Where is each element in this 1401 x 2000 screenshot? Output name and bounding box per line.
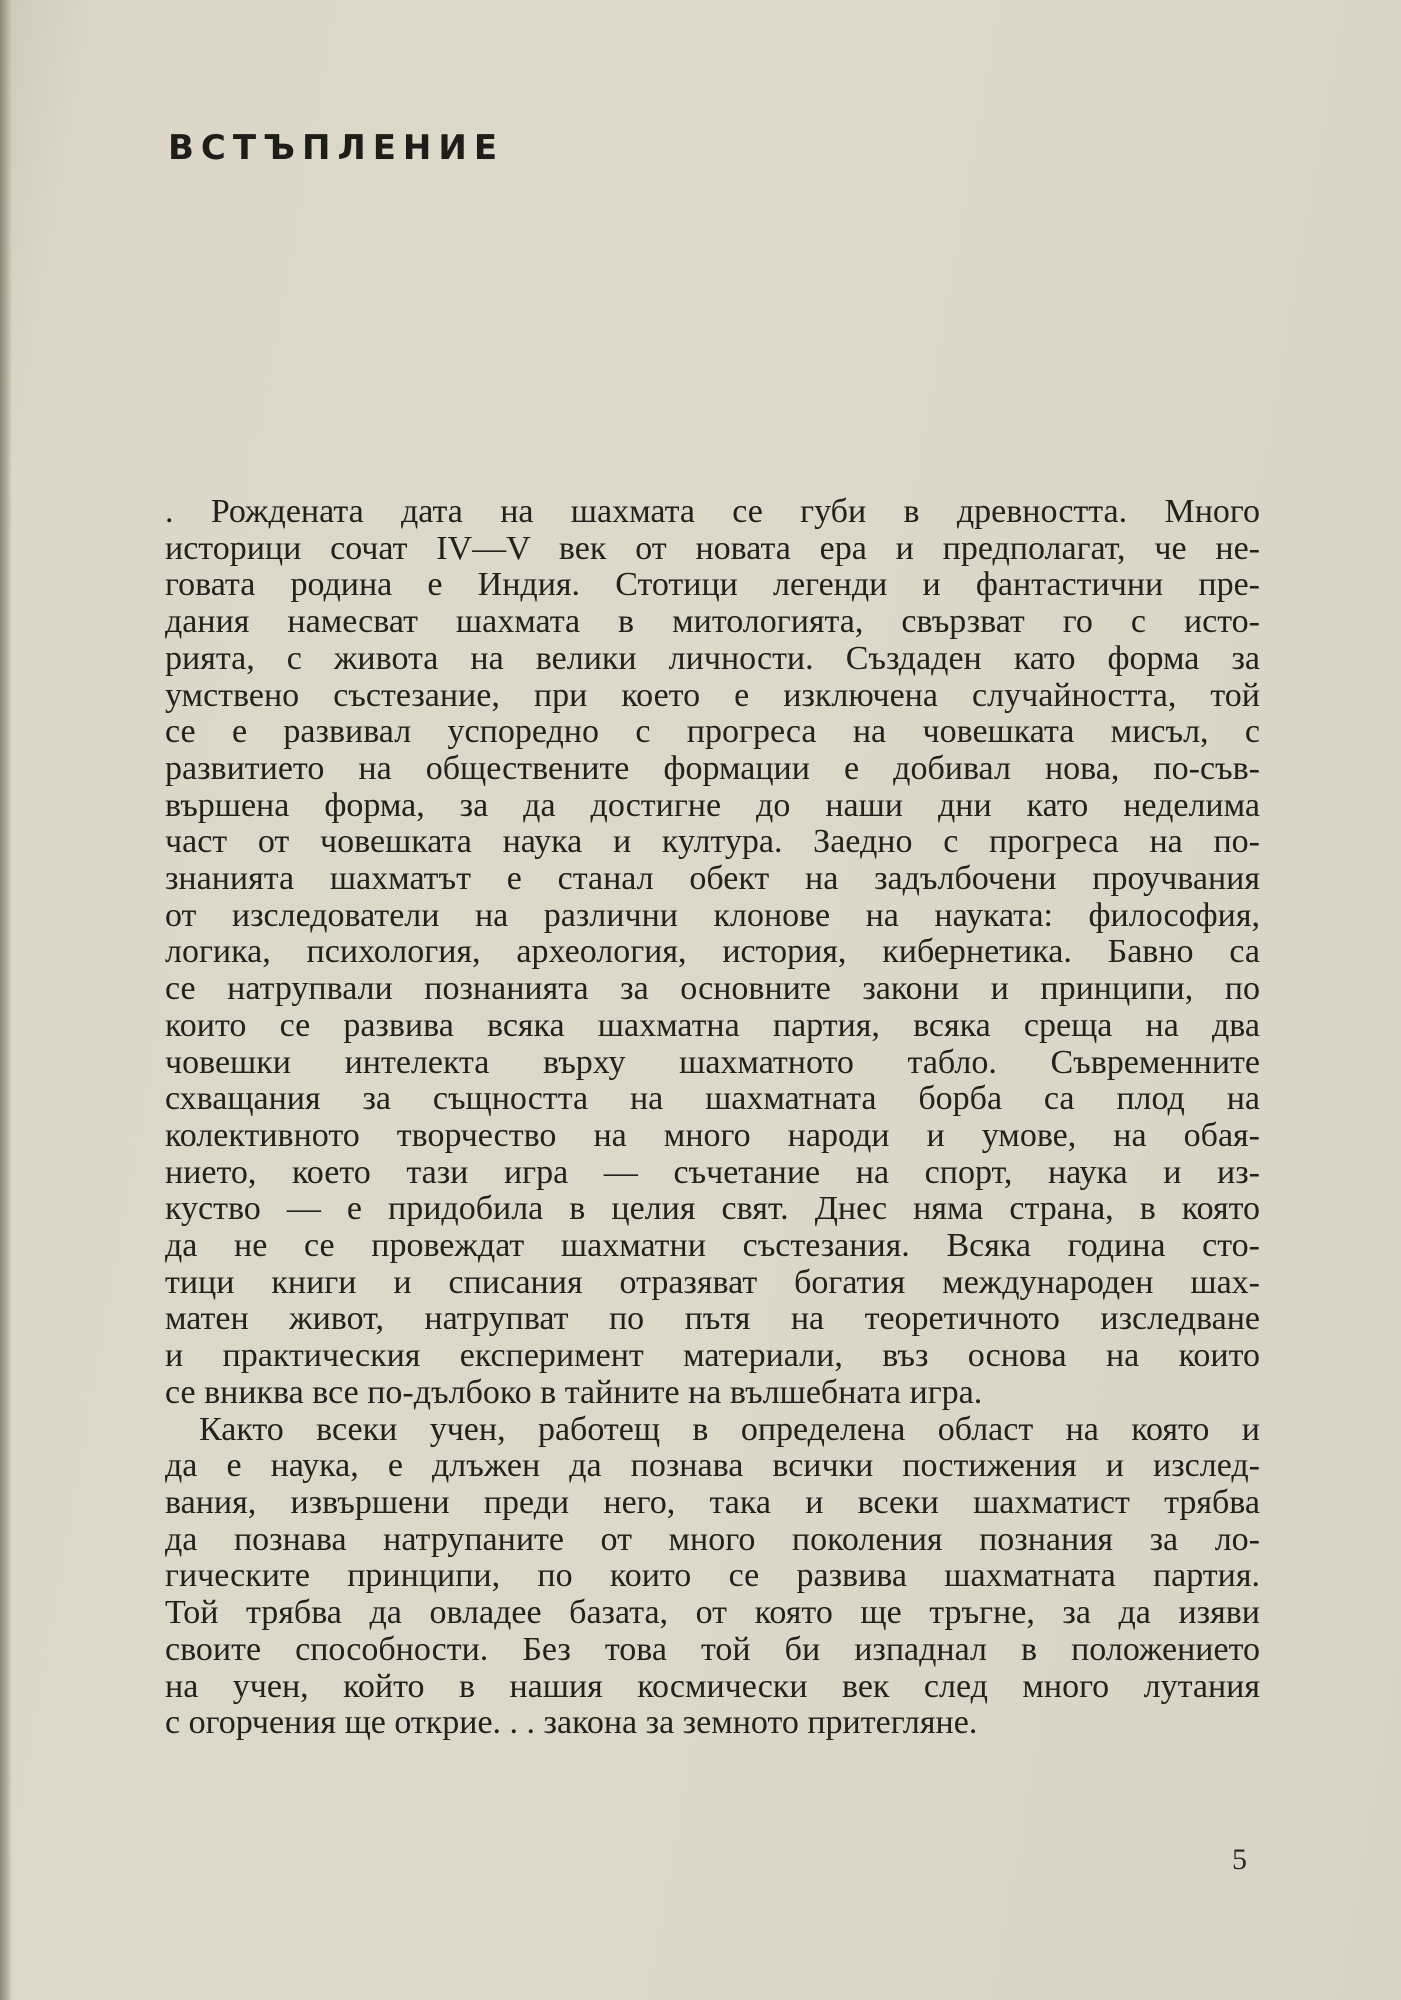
page-number: 5 [1232, 1843, 1247, 1876]
paragraph-1 [165, 494, 1260, 1412]
text-line: тици книги и списания отразяват богатия международен шах- [165, 1263, 1260, 1301]
text-line: куство — е придобила в целия свят. Днес няма страна, в която [165, 1190, 1260, 1228]
text-line: се вниква все по-дълбоко в тайните на вълшебната игра. [165, 1373, 983, 1411]
paragraph-2 [165, 1412, 1260, 1742]
text-line: Той трябва да овладее базата, от която ще тръгне, за да изяви [165, 1594, 1260, 1632]
text-line: вършена форма, за да достигне до наши дни като неделима [165, 786, 1260, 824]
text-line: вания, извършени преди него, така и всеки шахматист трябва [165, 1483, 1260, 1521]
text-line: от изследователи на различни клонове на науката: философия, [165, 896, 1260, 934]
text-line: логика, психология, археология, история, кибернетика. Бавно са [165, 933, 1260, 971]
text-line: на учен, който в нашия космически век след много лутания [165, 1667, 1260, 1705]
chapter-heading: ВСТЪПЛЕНИЕ [168, 128, 505, 168]
text-line: се натрупвали познанията за основните закони и принципи, по [165, 970, 1260, 1008]
body-text [165, 494, 1260, 1742]
text-line: част от човешката наука и култура. Заедно с прогреса на по- [165, 823, 1260, 861]
text-line: и практическия експеримент материали, въз основа на които [165, 1337, 1260, 1375]
text-line: колективното творчество на много народи и умове, на обая- [165, 1116, 1260, 1154]
text-line: да не се провеждат шахматни състезания. Всяка година сто- [165, 1227, 1260, 1265]
text-line: човешки интелекта върху шахматното табло. Съвременните [165, 1043, 1260, 1081]
text-line: с огорчения ще открие. . . закона за земното притегляне. [165, 1704, 978, 1742]
text-line: се е развивал успоредно с прогреса на човешката мисъл, с [165, 713, 1260, 751]
text-line: да е наука, е длъжен да познава всички постижения и изслед- [165, 1447, 1260, 1485]
text-line: матен живот, натрупват по пътя на теоретичното изследване [165, 1300, 1260, 1338]
text-line: развитието на обществените формации е добивал нова, по-съв- [165, 749, 1260, 787]
text-line: говата родина е Индия. Стотици легенди и фантастични пре- [165, 566, 1260, 604]
text-line: гическите принципи, по които се развива шахматната партия. [165, 1557, 1260, 1595]
text-line: . Рождената дата на шахмата се губи в древността. Много [165, 493, 1260, 530]
text-line: нието, което тази игра — съчетание на спорт, наука и из- [165, 1153, 1260, 1191]
text-line: своите способности. Без това той би изпаднал в положението [165, 1630, 1260, 1668]
text-line: схващания за същността на шахматната борба са плод на [165, 1080, 1260, 1118]
text-line: които се развива всяка шахматна партия, всяка среща на два [165, 1006, 1260, 1044]
text-line: Както всеки учен, работещ в определена област на която и [199, 1410, 1260, 1448]
text-line: рията, с живота на велики личности. Създаден като форма за [165, 639, 1260, 677]
binding-edge [0, 0, 12, 2000]
text-line: историци сочат IV—V век от новата ера и предполагат, че не- [165, 529, 1260, 567]
text-line: да познава натрупаните от много поколения познания за ло- [165, 1520, 1260, 1558]
text-line: умствено състезание, при което е изключена случайността, той [165, 676, 1260, 714]
text-line: знанията шахматът е станал обект на задълбочени проучвания [165, 860, 1260, 898]
text-line: дания намесват шахмата в митологията, свързват го с исто- [165, 603, 1260, 641]
